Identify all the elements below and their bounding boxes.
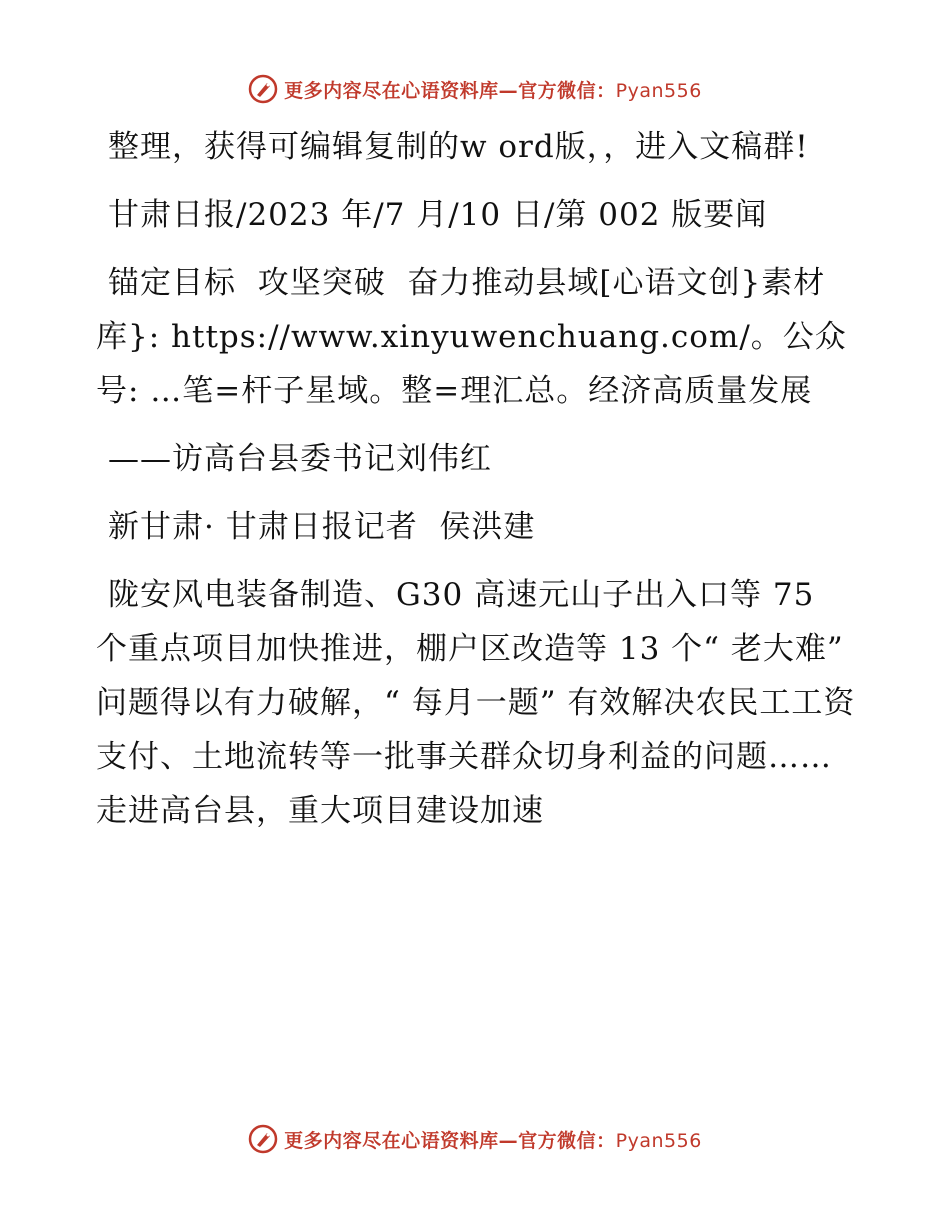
pen-nib-circle-icon (248, 1124, 278, 1154)
document-body (96, 120, 856, 852)
header-watermark (0, 74, 950, 104)
byline: 新甘肃· 甘肃日报记者 侯洪建 (108, 509, 536, 545)
article-subtitle: ——访高台县委书记刘伟红 (108, 441, 492, 477)
footer-watermark (0, 1124, 950, 1154)
intro-paragraph: 整理，获得可编辑复制的w ord版，，进入文稿群! (108, 129, 809, 165)
body-paragraph: 陇安风电装备制造、G30 高速元山子出入口等 75 个重点项目加快推进，棚户区改造等 13 个“ 老大难” 问题得以有力破解，“ 每月一题” 有效解决农民工工资支付、土地流转等一批事关群众切身利益的问题……走进高台县，重大项目建设加速 (96, 577, 856, 829)
watermark-text: 更多内容尽在心语资料库—官方微信：Pyan556 (284, 79, 702, 102)
article-title: 锚定目标 攻坚突破 奋力推动县域[心语文创}素材库}: https://www.xinyuwenchuang.com/。公众号: …笔=杆子星域。整=理汇总。经济高质量发展 (96, 265, 847, 409)
watermark-text: 更多内容尽在心语资料库—官方微信：Pyan556 (284, 1129, 702, 1152)
pen-nib-circle-icon (248, 74, 278, 104)
source-line: 甘肃日报/2023 年/7 月/10 日/第 002 版要闻 (108, 197, 768, 233)
